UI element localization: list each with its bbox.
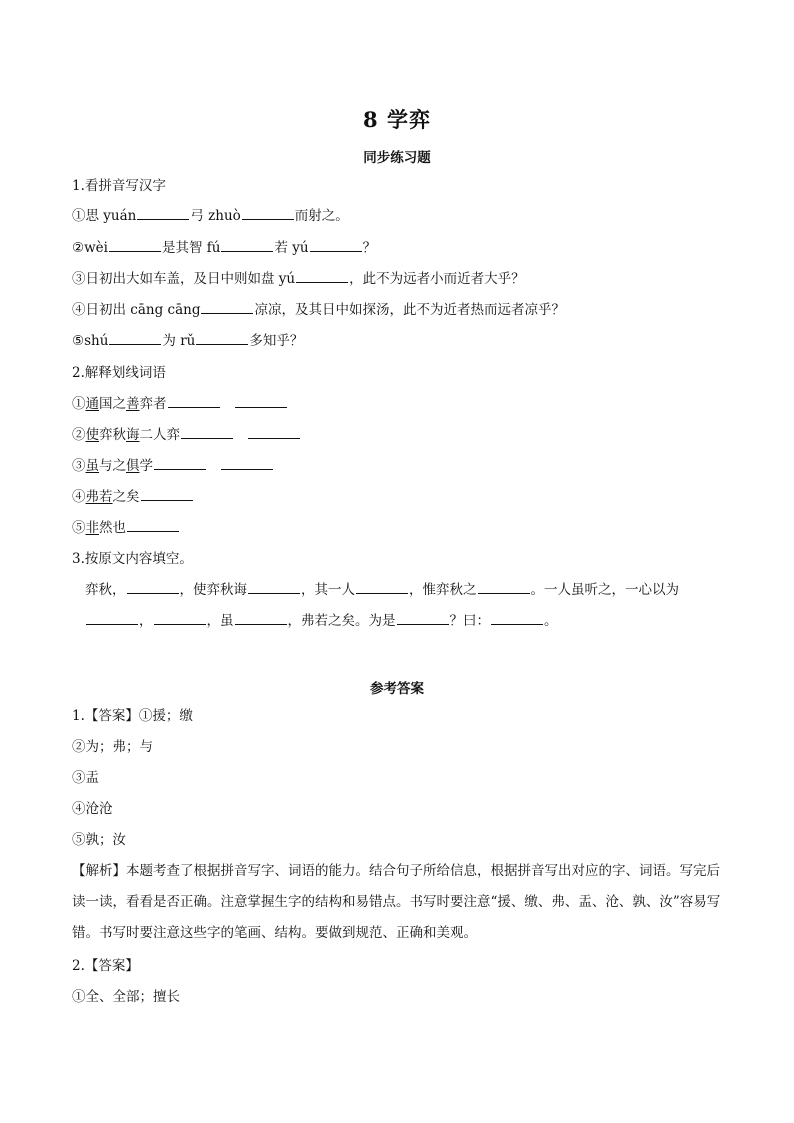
page-title: 8 学弈 [363,107,431,132]
q3-line-2: ， ，虽 ，弗若之矣。为是 ？曰： 。 [85,612,558,630]
answer-2-item-1: ①全、全部；擅长 [72,989,180,1005]
underlined-word: 诲 [126,427,140,443]
q1-item-3: ③日初出大如车盖，及日中则如盘 yú ，此不为远者小而近者大乎？ [72,271,525,287]
q1-item-2: ②wèi 是其智 fú 若 yú ？ [72,240,377,256]
analysis-tag: 【解析】 [72,863,126,879]
answer-blank[interactable] [181,426,233,439]
underlined-word: 善 [126,396,140,412]
answer-blank[interactable] [478,581,530,594]
answer-blank[interactable] [196,332,248,345]
answer-blank[interactable] [137,207,189,220]
underlined-word: 虽 [85,458,99,474]
underlined-word: 弗若 [85,489,113,505]
q2-heading: 2.解释划线词语 [72,365,166,381]
answers-heading: 参考答案 [370,681,424,697]
answer-blank[interactable] [242,207,294,220]
underlined-word: 使 [85,427,99,443]
answer-blank[interactable] [141,488,193,501]
answer-blank[interactable] [397,612,449,625]
q2-item-5: ⑤非然也 [72,519,180,537]
q1-heading: 1.看拼音写汉字 [72,178,166,194]
q2-item-1: ①通国之善弈者 [72,395,288,413]
q3-heading: 3.按原文内容填空。 [72,551,193,567]
answer-blank[interactable] [221,239,273,252]
answer-blank[interactable] [154,612,206,625]
answer-1-label: 1.【答案】①援；缴 [72,708,193,724]
answer-2-label: 2.【答案】 [72,958,139,974]
answer-blank[interactable] [235,395,287,408]
answer-blank[interactable] [168,395,220,408]
answer-blank[interactable] [310,239,362,252]
answer-1-analysis [72,856,732,949]
q3-line-1: 弈秋， ，使弈秋诲 ，其一人 ，惟弈秋之 。一人虽听之，一心以为 [85,582,679,598]
answer-blank[interactable] [221,457,273,470]
answer-blank[interactable] [201,301,253,314]
answer-blank[interactable] [491,612,543,625]
q2-item-3: ③虽与之俱学 [72,457,274,475]
q1-item-4: ④日初出 cāng cāng 凉凉，及其日中如探汤，此不为近者热而远者凉乎？ [72,302,565,318]
answer-blank[interactable] [127,519,179,532]
answer-blank[interactable] [86,612,138,625]
answer-blank[interactable] [248,426,300,439]
answer-blank[interactable] [109,332,161,345]
answer-blank[interactable] [154,457,206,470]
q2-item-2: ②使弈秋诲二人弈 [72,426,301,444]
answer-blank[interactable] [248,581,300,594]
answer-blank[interactable] [356,581,408,594]
answer-1-item-3: ③盂 [72,770,99,786]
answer-blank[interactable] [296,270,348,283]
analysis-text: 本题考查了根据拼音写字、词语的能力。结合句子所给信息，根据拼音写出对应的字、词语。写完后读一读，看看是否正确。注意掌握生字的结构和易错点。书写时要注意“援、缴、弗、盂、沧、孰、汝”容易写错。书写时要注意这些字的笔画、结构。要做到规范、正确和美观。 [72,863,721,941]
q1-item-1: ①思 yuán 弓 zhuò 而射之。 [72,208,349,224]
q1-item-5: ⑤shú 为 rǔ 多知乎？ [72,333,304,349]
answer-blank[interactable] [109,239,161,252]
answer-blank[interactable] [127,581,179,594]
answer-1-item-2: ②为；弗；与 [72,739,153,755]
underlined-word: 俱 [126,458,140,474]
answer-1-item-5: ⑤孰；汝 [72,832,126,848]
answer-1-item-4: ④沧沧 [72,801,113,817]
underlined-word: 非 [85,520,99,536]
underlined-word: 通 [85,396,99,412]
q2-item-4: ④弗若之矣 [72,488,194,506]
answer-blank[interactable] [235,612,287,625]
page-subtitle: 同步练习题 [363,150,431,166]
